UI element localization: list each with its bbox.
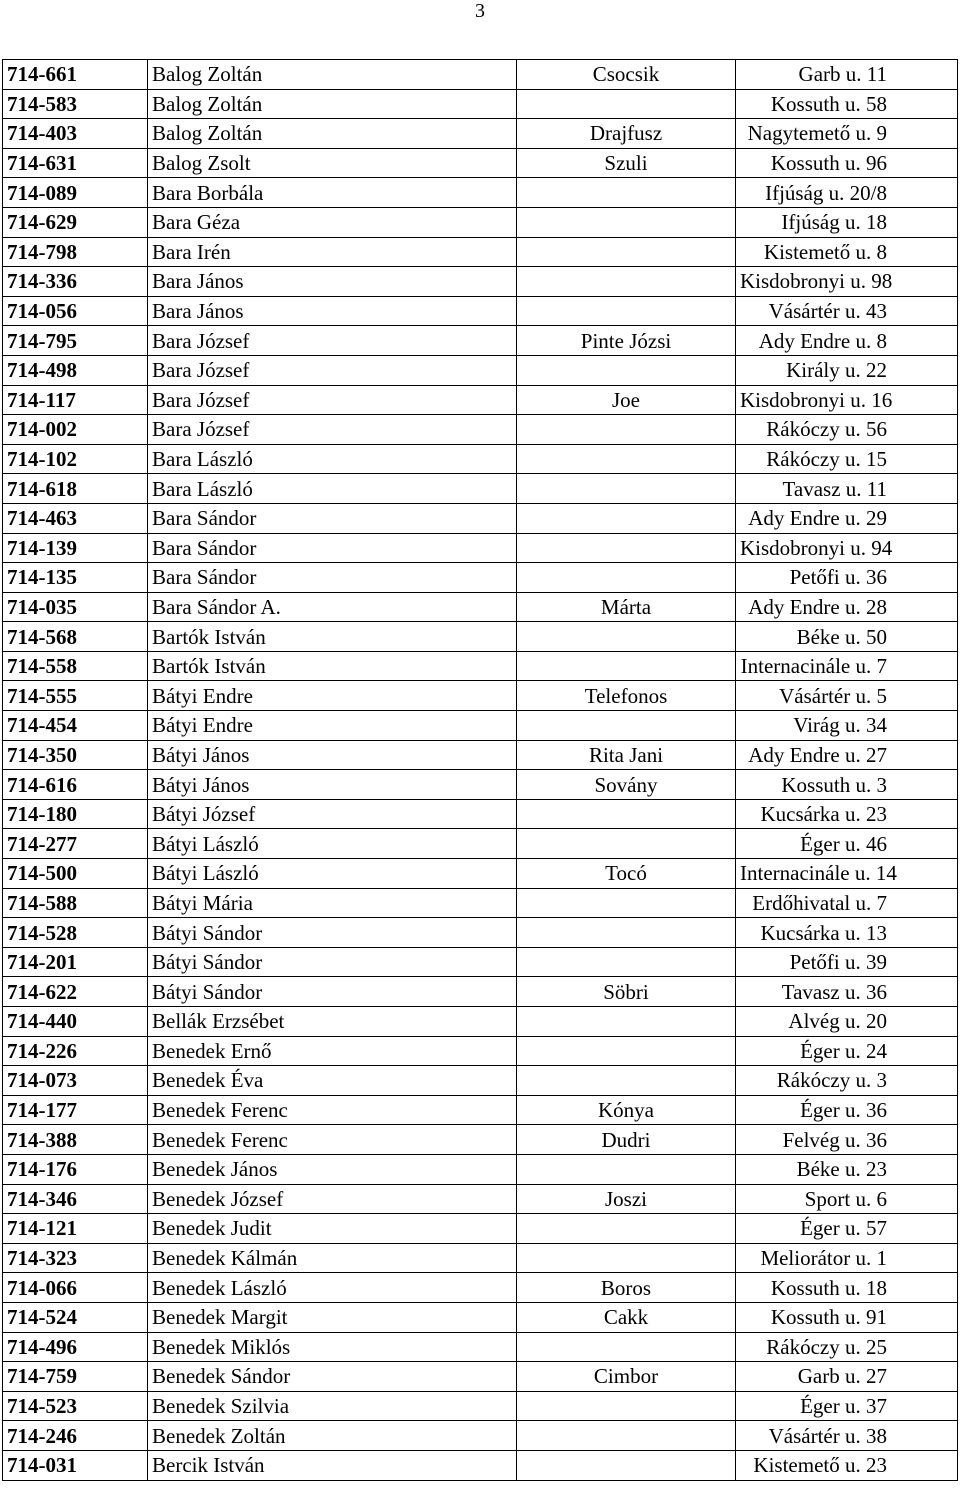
phone-number-cell: 714-555: [3, 681, 148, 711]
nickname-cell: Joszi: [517, 1184, 736, 1214]
name-cell: Benedek Miklós: [148, 1332, 517, 1362]
name-cell: Bátyi Sándor: [148, 977, 517, 1007]
phone-number-cell: 714-277: [3, 829, 148, 859]
table-row: [3, 474, 958, 504]
phone-number-cell: 714-622: [3, 977, 148, 1007]
table-row: [3, 622, 958, 652]
address-cell: Kisdobronyi u. 98: [736, 267, 958, 297]
name-cell: Benedek Szilvia: [148, 1391, 517, 1421]
nickname-cell: [517, 622, 736, 652]
phone-number-cell: 714-350: [3, 740, 148, 770]
name-cell: Bercik István: [148, 1450, 517, 1480]
table-row: [3, 237, 958, 267]
table-row: [3, 681, 958, 711]
nickname-cell: [517, 178, 736, 208]
name-cell: Bara József: [148, 385, 517, 415]
address-cell: Rákóczy u. 15: [736, 444, 958, 474]
address-cell: Kossuth u. 3: [736, 770, 958, 800]
address-cell: Béke u. 23: [736, 1154, 958, 1184]
name-cell: Benedek Éva: [148, 1066, 517, 1096]
phone-number-cell: 714-463: [3, 503, 148, 533]
name-cell: Balog Zoltán: [148, 119, 517, 149]
name-cell: Bara László: [148, 474, 517, 504]
phone-number-cell: 714-139: [3, 533, 148, 563]
name-cell: Bara Sándor: [148, 503, 517, 533]
address-cell: Petőfi u. 39: [736, 947, 958, 977]
nickname-cell: [517, 1391, 736, 1421]
phone-number-cell: 714-759: [3, 1362, 148, 1392]
nickname-cell: [517, 474, 736, 504]
address-cell: Éger u. 24: [736, 1036, 958, 1066]
address-cell: Ady Endre u. 29: [736, 503, 958, 533]
name-cell: Balog Zoltán: [148, 89, 517, 119]
table-row: [3, 178, 958, 208]
name-cell: Benedek László: [148, 1273, 517, 1303]
nickname-cell: [517, 947, 736, 977]
nickname-cell: [517, 533, 736, 563]
phone-number-cell: 714-035: [3, 592, 148, 622]
nickname-cell: [517, 1066, 736, 1096]
nickname-cell: Csocsik: [517, 60, 736, 90]
name-cell: Bara Géza: [148, 207, 517, 237]
table-row: [3, 267, 958, 297]
address-cell: Éger u. 57: [736, 1214, 958, 1244]
table-row: [3, 444, 958, 474]
name-cell: Bara László: [148, 444, 517, 474]
name-cell: Bátyi János: [148, 740, 517, 770]
phone-number-cell: 714-336: [3, 267, 148, 297]
nickname-cell: [517, 888, 736, 918]
name-cell: Bátyi János: [148, 770, 517, 800]
nickname-cell: [517, 829, 736, 859]
address-cell: Ifjúság u. 20/8: [736, 178, 958, 208]
phone-number-cell: 714-002: [3, 415, 148, 445]
table-row: [3, 207, 958, 237]
address-cell: Király u. 22: [736, 355, 958, 385]
phone-number-cell: 714-583: [3, 89, 148, 119]
phone-number-cell: 714-066: [3, 1273, 148, 1303]
name-cell: Bellák Erzsébet: [148, 1007, 517, 1037]
nickname-cell: [517, 207, 736, 237]
address-cell: Kossuth u. 91: [736, 1302, 958, 1332]
address-cell: Meliorátor u. 1: [736, 1243, 958, 1273]
nickname-cell: Szuli: [517, 148, 736, 178]
name-cell: Bara János: [148, 267, 517, 297]
address-cell: Vásártér u. 43: [736, 296, 958, 326]
address-cell: Kisdobronyi u. 16: [736, 385, 958, 415]
table-row: [3, 1421, 958, 1451]
table-row: [3, 1214, 958, 1244]
phone-number-cell: 714-498: [3, 355, 148, 385]
address-cell: Rákóczy u. 56: [736, 415, 958, 445]
address-cell: Sport u. 6: [736, 1184, 958, 1214]
phone-number-cell: 714-496: [3, 1332, 148, 1362]
phone-number-cell: 714-056: [3, 296, 148, 326]
name-cell: Bara József: [148, 326, 517, 356]
nickname-cell: [517, 237, 736, 267]
address-cell: Kossuth u. 58: [736, 89, 958, 119]
table-row: [3, 1332, 958, 1362]
nickname-cell: Cimbor: [517, 1362, 736, 1392]
name-cell: Bara Sándor: [148, 533, 517, 563]
phone-number-cell: 714-523: [3, 1391, 148, 1421]
name-cell: Benedek Sándor: [148, 1362, 517, 1392]
table-row: [3, 296, 958, 326]
nickname-cell: [517, 267, 736, 297]
nickname-cell: [517, 89, 736, 119]
phone-number-cell: 714-177: [3, 1095, 148, 1125]
phone-number-cell: 714-661: [3, 60, 148, 90]
address-cell: Erdőhivatal u. 7: [736, 888, 958, 918]
nickname-cell: Sovány: [517, 770, 736, 800]
address-cell: Virág u. 34: [736, 711, 958, 741]
table-row: [3, 1243, 958, 1273]
phone-number-cell: 714-528: [3, 918, 148, 948]
phone-number-cell: 714-180: [3, 799, 148, 829]
phone-number-cell: 714-073: [3, 1066, 148, 1096]
nickname-cell: Dudri: [517, 1125, 736, 1155]
table-row: [3, 355, 958, 385]
table-row: [3, 1362, 958, 1392]
table-row: [3, 148, 958, 178]
nickname-cell: [517, 444, 736, 474]
table-row: [3, 1184, 958, 1214]
address-cell: Ady Endre u. 27: [736, 740, 958, 770]
phone-number-cell: 714-618: [3, 474, 148, 504]
nickname-cell: [517, 503, 736, 533]
table-row: [3, 415, 958, 445]
table-row: [3, 977, 958, 1007]
name-cell: Benedek József: [148, 1184, 517, 1214]
directory-rows: [3, 60, 958, 1481]
table-row: [3, 918, 958, 948]
nickname-cell: [517, 1214, 736, 1244]
name-cell: Bátyi Sándor: [148, 947, 517, 977]
address-cell: Vásártér u. 5: [736, 681, 958, 711]
table-row: [3, 1036, 958, 1066]
name-cell: Benedek Ferenc: [148, 1125, 517, 1155]
name-cell: Bartók István: [148, 651, 517, 681]
address-cell: Vásártér u. 38: [736, 1421, 958, 1451]
address-cell: Garb u. 27: [736, 1362, 958, 1392]
phone-number-cell: 714-346: [3, 1184, 148, 1214]
name-cell: Bara Borbála: [148, 178, 517, 208]
phone-number-cell: 714-135: [3, 563, 148, 593]
phone-number-cell: 714-176: [3, 1154, 148, 1184]
address-cell: Éger u. 37: [736, 1391, 958, 1421]
phone-number-cell: 714-500: [3, 859, 148, 889]
table-row: [3, 947, 958, 977]
name-cell: Benedek Kálmán: [148, 1243, 517, 1273]
phone-number-cell: 714-568: [3, 622, 148, 652]
nickname-cell: Márta: [517, 592, 736, 622]
nickname-cell: [517, 1243, 736, 1273]
phone-number-cell: 714-323: [3, 1243, 148, 1273]
table-row: [3, 1450, 958, 1480]
address-cell: Kucsárka u. 13: [736, 918, 958, 948]
phone-number-cell: 714-798: [3, 237, 148, 267]
address-cell: Nagytemető u. 9: [736, 119, 958, 149]
table-row: [3, 1391, 958, 1421]
address-cell: Éger u. 36: [736, 1095, 958, 1125]
phone-number-cell: 714-246: [3, 1421, 148, 1451]
nickname-cell: [517, 1450, 736, 1480]
phone-number-cell: 714-102: [3, 444, 148, 474]
table-row: [3, 711, 958, 741]
name-cell: Bara Sándor A.: [148, 592, 517, 622]
name-cell: Bara Irén: [148, 237, 517, 267]
table-row: [3, 799, 958, 829]
address-cell: Kistemető u. 23: [736, 1450, 958, 1480]
table-row: [3, 1154, 958, 1184]
phone-number-cell: 714-388: [3, 1125, 148, 1155]
table-row: [3, 89, 958, 119]
name-cell: Benedek János: [148, 1154, 517, 1184]
table-row: [3, 1066, 958, 1096]
table-row: [3, 592, 958, 622]
phone-number-cell: 714-631: [3, 148, 148, 178]
name-cell: Benedek Zoltán: [148, 1421, 517, 1451]
name-cell: Bátyi Endre: [148, 711, 517, 741]
address-cell: Tavasz u. 36: [736, 977, 958, 1007]
table-row: [3, 1095, 958, 1125]
address-cell: Kossuth u. 96: [736, 148, 958, 178]
phone-number-cell: 714-031: [3, 1450, 148, 1480]
phone-number-cell: 714-403: [3, 119, 148, 149]
address-cell: Internacinále u. 7: [736, 651, 958, 681]
phone-number-cell: 714-616: [3, 770, 148, 800]
name-cell: Benedek Judit: [148, 1214, 517, 1244]
nickname-cell: Kónya: [517, 1095, 736, 1125]
nickname-cell: [517, 296, 736, 326]
nickname-cell: [517, 711, 736, 741]
nickname-cell: [517, 1007, 736, 1037]
phone-number-cell: 714-121: [3, 1214, 148, 1244]
name-cell: Bátyi László: [148, 829, 517, 859]
nickname-cell: [517, 1421, 736, 1451]
nickname-cell: Söbri: [517, 977, 736, 1007]
phone-number-cell: 714-558: [3, 651, 148, 681]
phone-number-cell: 714-440: [3, 1007, 148, 1037]
phone-number-cell: 714-524: [3, 1302, 148, 1332]
phone-number-cell: 714-795: [3, 326, 148, 356]
address-cell: Tavasz u. 11: [736, 474, 958, 504]
phone-number-cell: 714-117: [3, 385, 148, 415]
table-row: [3, 740, 958, 770]
nickname-cell: Rita Jani: [517, 740, 736, 770]
address-cell: Rákóczy u. 25: [736, 1332, 958, 1362]
nickname-cell: [517, 918, 736, 948]
nickname-cell: Tocó: [517, 859, 736, 889]
phone-number-cell: 714-454: [3, 711, 148, 741]
phone-number-cell: 714-588: [3, 888, 148, 918]
name-cell: Balog Zsolt: [148, 148, 517, 178]
table-row: [3, 119, 958, 149]
nickname-cell: Pinte Józsi: [517, 326, 736, 356]
table-row: [3, 888, 958, 918]
phone-number-cell: 714-089: [3, 178, 148, 208]
name-cell: Bátyi Sándor: [148, 918, 517, 948]
address-cell: Garb u. 11: [736, 60, 958, 90]
table-row: [3, 326, 958, 356]
nickname-cell: Telefonos: [517, 681, 736, 711]
address-cell: Éger u. 46: [736, 829, 958, 859]
table-row: [3, 1125, 958, 1155]
name-cell: Bartók István: [148, 622, 517, 652]
page-number: 3: [475, 0, 485, 22]
nickname-cell: Cakk: [517, 1302, 736, 1332]
table-row: [3, 385, 958, 415]
address-cell: Kucsárka u. 23: [736, 799, 958, 829]
table-row: [3, 859, 958, 889]
nickname-cell: [517, 563, 736, 593]
nickname-cell: Drajfusz: [517, 119, 736, 149]
nickname-cell: [517, 355, 736, 385]
name-cell: Bátyi László: [148, 859, 517, 889]
address-cell: Alvég u. 20: [736, 1007, 958, 1037]
nickname-cell: [517, 799, 736, 829]
nickname-cell: [517, 1036, 736, 1066]
nickname-cell: [517, 1332, 736, 1362]
address-cell: Felvég u. 36: [736, 1125, 958, 1155]
nickname-cell: Boros: [517, 1273, 736, 1303]
address-cell: Kisdobronyi u. 94: [736, 533, 958, 563]
address-cell: Ifjúság u. 18: [736, 207, 958, 237]
name-cell: Bátyi József: [148, 799, 517, 829]
table-row: [3, 1273, 958, 1303]
name-cell: Balog Zoltán: [148, 60, 517, 90]
phone-number-cell: 714-201: [3, 947, 148, 977]
table-row: [3, 60, 958, 90]
name-cell: Bara József: [148, 355, 517, 385]
table-row: [3, 1302, 958, 1332]
address-cell: Rákóczy u. 3: [736, 1066, 958, 1096]
address-cell: Kistemető u. 8: [736, 237, 958, 267]
table-row: [3, 829, 958, 859]
address-cell: Kossuth u. 18: [736, 1273, 958, 1303]
address-cell: Petőfi u. 36: [736, 563, 958, 593]
name-cell: Bara János: [148, 296, 517, 326]
phone-directory-table: [2, 59, 958, 1481]
phone-number-cell: 714-629: [3, 207, 148, 237]
table-row: [3, 770, 958, 800]
nickname-cell: [517, 415, 736, 445]
address-cell: Ady Endre u. 28: [736, 592, 958, 622]
nickname-cell: [517, 651, 736, 681]
nickname-cell: [517, 1154, 736, 1184]
nickname-cell: Joe: [517, 385, 736, 415]
name-cell: Bara József: [148, 415, 517, 445]
table-row: [3, 533, 958, 563]
name-cell: Bara Sándor: [148, 563, 517, 593]
table-row: [3, 503, 958, 533]
phone-number-cell: 714-226: [3, 1036, 148, 1066]
table-row: [3, 651, 958, 681]
name-cell: Benedek Ferenc: [148, 1095, 517, 1125]
address-cell: Ady Endre u. 8: [736, 326, 958, 356]
name-cell: Bátyi Mária: [148, 888, 517, 918]
name-cell: Bátyi Endre: [148, 681, 517, 711]
address-cell: Internacinále u. 14: [736, 859, 958, 889]
table-row: [3, 1007, 958, 1037]
name-cell: Benedek Ernő: [148, 1036, 517, 1066]
address-cell: Béke u. 50: [736, 622, 958, 652]
table-row: [3, 563, 958, 593]
name-cell: Benedek Margit: [148, 1302, 517, 1332]
